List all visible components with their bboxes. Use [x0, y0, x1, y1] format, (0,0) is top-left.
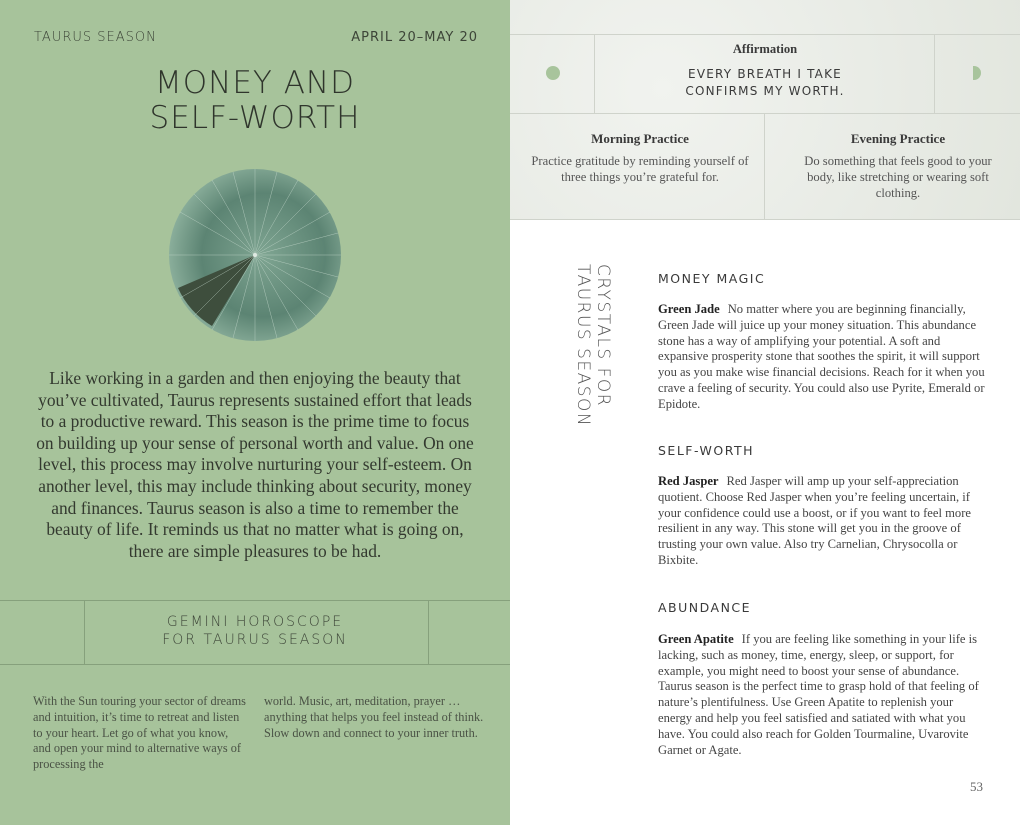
- stone-description: Red Jasper will amp up your self-appreciation quotient. Choose Red Jasper when you’re feeling uncertain, if your confidence could use a boost, or if you want to feel more resilient in any way. This stone will get you in the groove of trusting your own value. Also try Carnelian, Chrysocolla or Bixbite.: [658, 474, 971, 567]
- zodiac-wheel-illustration: [168, 168, 342, 342]
- horoscope-title: [0, 613, 510, 649]
- section-text-abundance: [658, 632, 990, 758]
- crystals-vertical-line1: CRYSTALS FOR: [593, 264, 613, 408]
- stone-description: If you are feeling like something in your life is lacking, such as money, time, energy, sleep, or support, for example, you might need to boost your sense of abundance. Taurus season is the perfect time to grasp hold of that feeling of nature’s plentifulness. Use Green Apatite to replenish your energy and help you feel satisfied and satiated with what you have. You could also reach for Golden Tourmaline, Uvarovite Garnet or Agate.: [658, 632, 979, 757]
- section-text-self-worth: [658, 474, 990, 569]
- crystals-vertical-title: [573, 264, 613, 427]
- full-moon-icon: [546, 66, 560, 80]
- practice-divider: [764, 114, 765, 219]
- horoscope-column-1: With the Sun touring your sector of dreams and intuition, it’s time to retreat and listen to your heart. Let go of what you know, and open your mind to alternative ways of processing the: [33, 694, 246, 772]
- page-title-line1: MONEY AND: [155, 65, 355, 101]
- horoscope-title-line2: FOR TAURUS SEASON: [162, 632, 348, 648]
- stone-name: Red Jasper: [658, 474, 719, 488]
- affirmation-line1: EVERY BREATH I TAKE: [688, 67, 842, 81]
- affirmation-line2: CONFIRMS MY WORTH.: [685, 84, 845, 98]
- evening-practice-text: Do something that feels good to your body, like stretching or wearing soft clothing.: [804, 154, 992, 200]
- morning-practice-text: Practice gratitude by reminding yourself of three things you’re grateful for.: [531, 154, 749, 184]
- affirmation-heading: Affirmation: [732, 42, 798, 56]
- right-page: [510, 0, 1020, 825]
- section-heading-money-magic: MONEY MAGIC: [658, 271, 766, 286]
- section-heading-self-worth: SELF-WORTH: [658, 443, 754, 458]
- season-label: TAURUS SEASON: [34, 30, 157, 45]
- section-text-money-magic: [658, 302, 990, 413]
- stone-description: No matter where you are beginning financially, Green Jade will juice up your money situation. This abundance stone has a way of amplifying your potential. A soft and expansive prosperity stone that soothes the spirit, it will support you as you make wise financial decisions. Reach for it when you crave a feeling of security. You could also use Pyrite, Emerald or Epidote.: [658, 302, 985, 411]
- horoscope-column-2: world. Music, art, meditation, prayer … anything that helps you feel instead of think. Slow down and connect to your inner truth.: [264, 694, 484, 740]
- wheel-center: [253, 253, 257, 257]
- stone-name: Green Apatite: [658, 632, 734, 646]
- season-dates: APRIL 20–MAY 20: [351, 30, 478, 45]
- stone-name: Green Jade: [658, 302, 720, 316]
- page-title: [0, 66, 510, 136]
- section-heading-abundance: ABUNDANCE: [658, 600, 752, 615]
- horoscope-title-line1: GEMINI HOROSCOPE: [166, 614, 344, 630]
- intro-paragraph: Like working in a garden and then enjoying the beauty that you’ve cultivated, Taurus represents sustained effort that leads to a productive reward. This season is the prime time to focus on building up your sense of personal worth and value. On one level, this process may involve nurturing your self-esteem. On another level, this may include thinking about security, money and finances. Taurus season is also a time to remember the beauty of life. It reminds us that no matter what is going on, there are simple pleasures to be had.: [36, 368, 474, 561]
- evening-practice-heading: Evening Practice: [850, 131, 946, 146]
- crystals-vertical-line2: TAURUS SEASON: [573, 264, 593, 428]
- page-title-line2: SELF-WORTH: [149, 100, 361, 136]
- affirmation-text: [595, 66, 935, 100]
- page-number: 53: [970, 779, 983, 794]
- morning-practice-heading: Morning Practice: [591, 131, 689, 146]
